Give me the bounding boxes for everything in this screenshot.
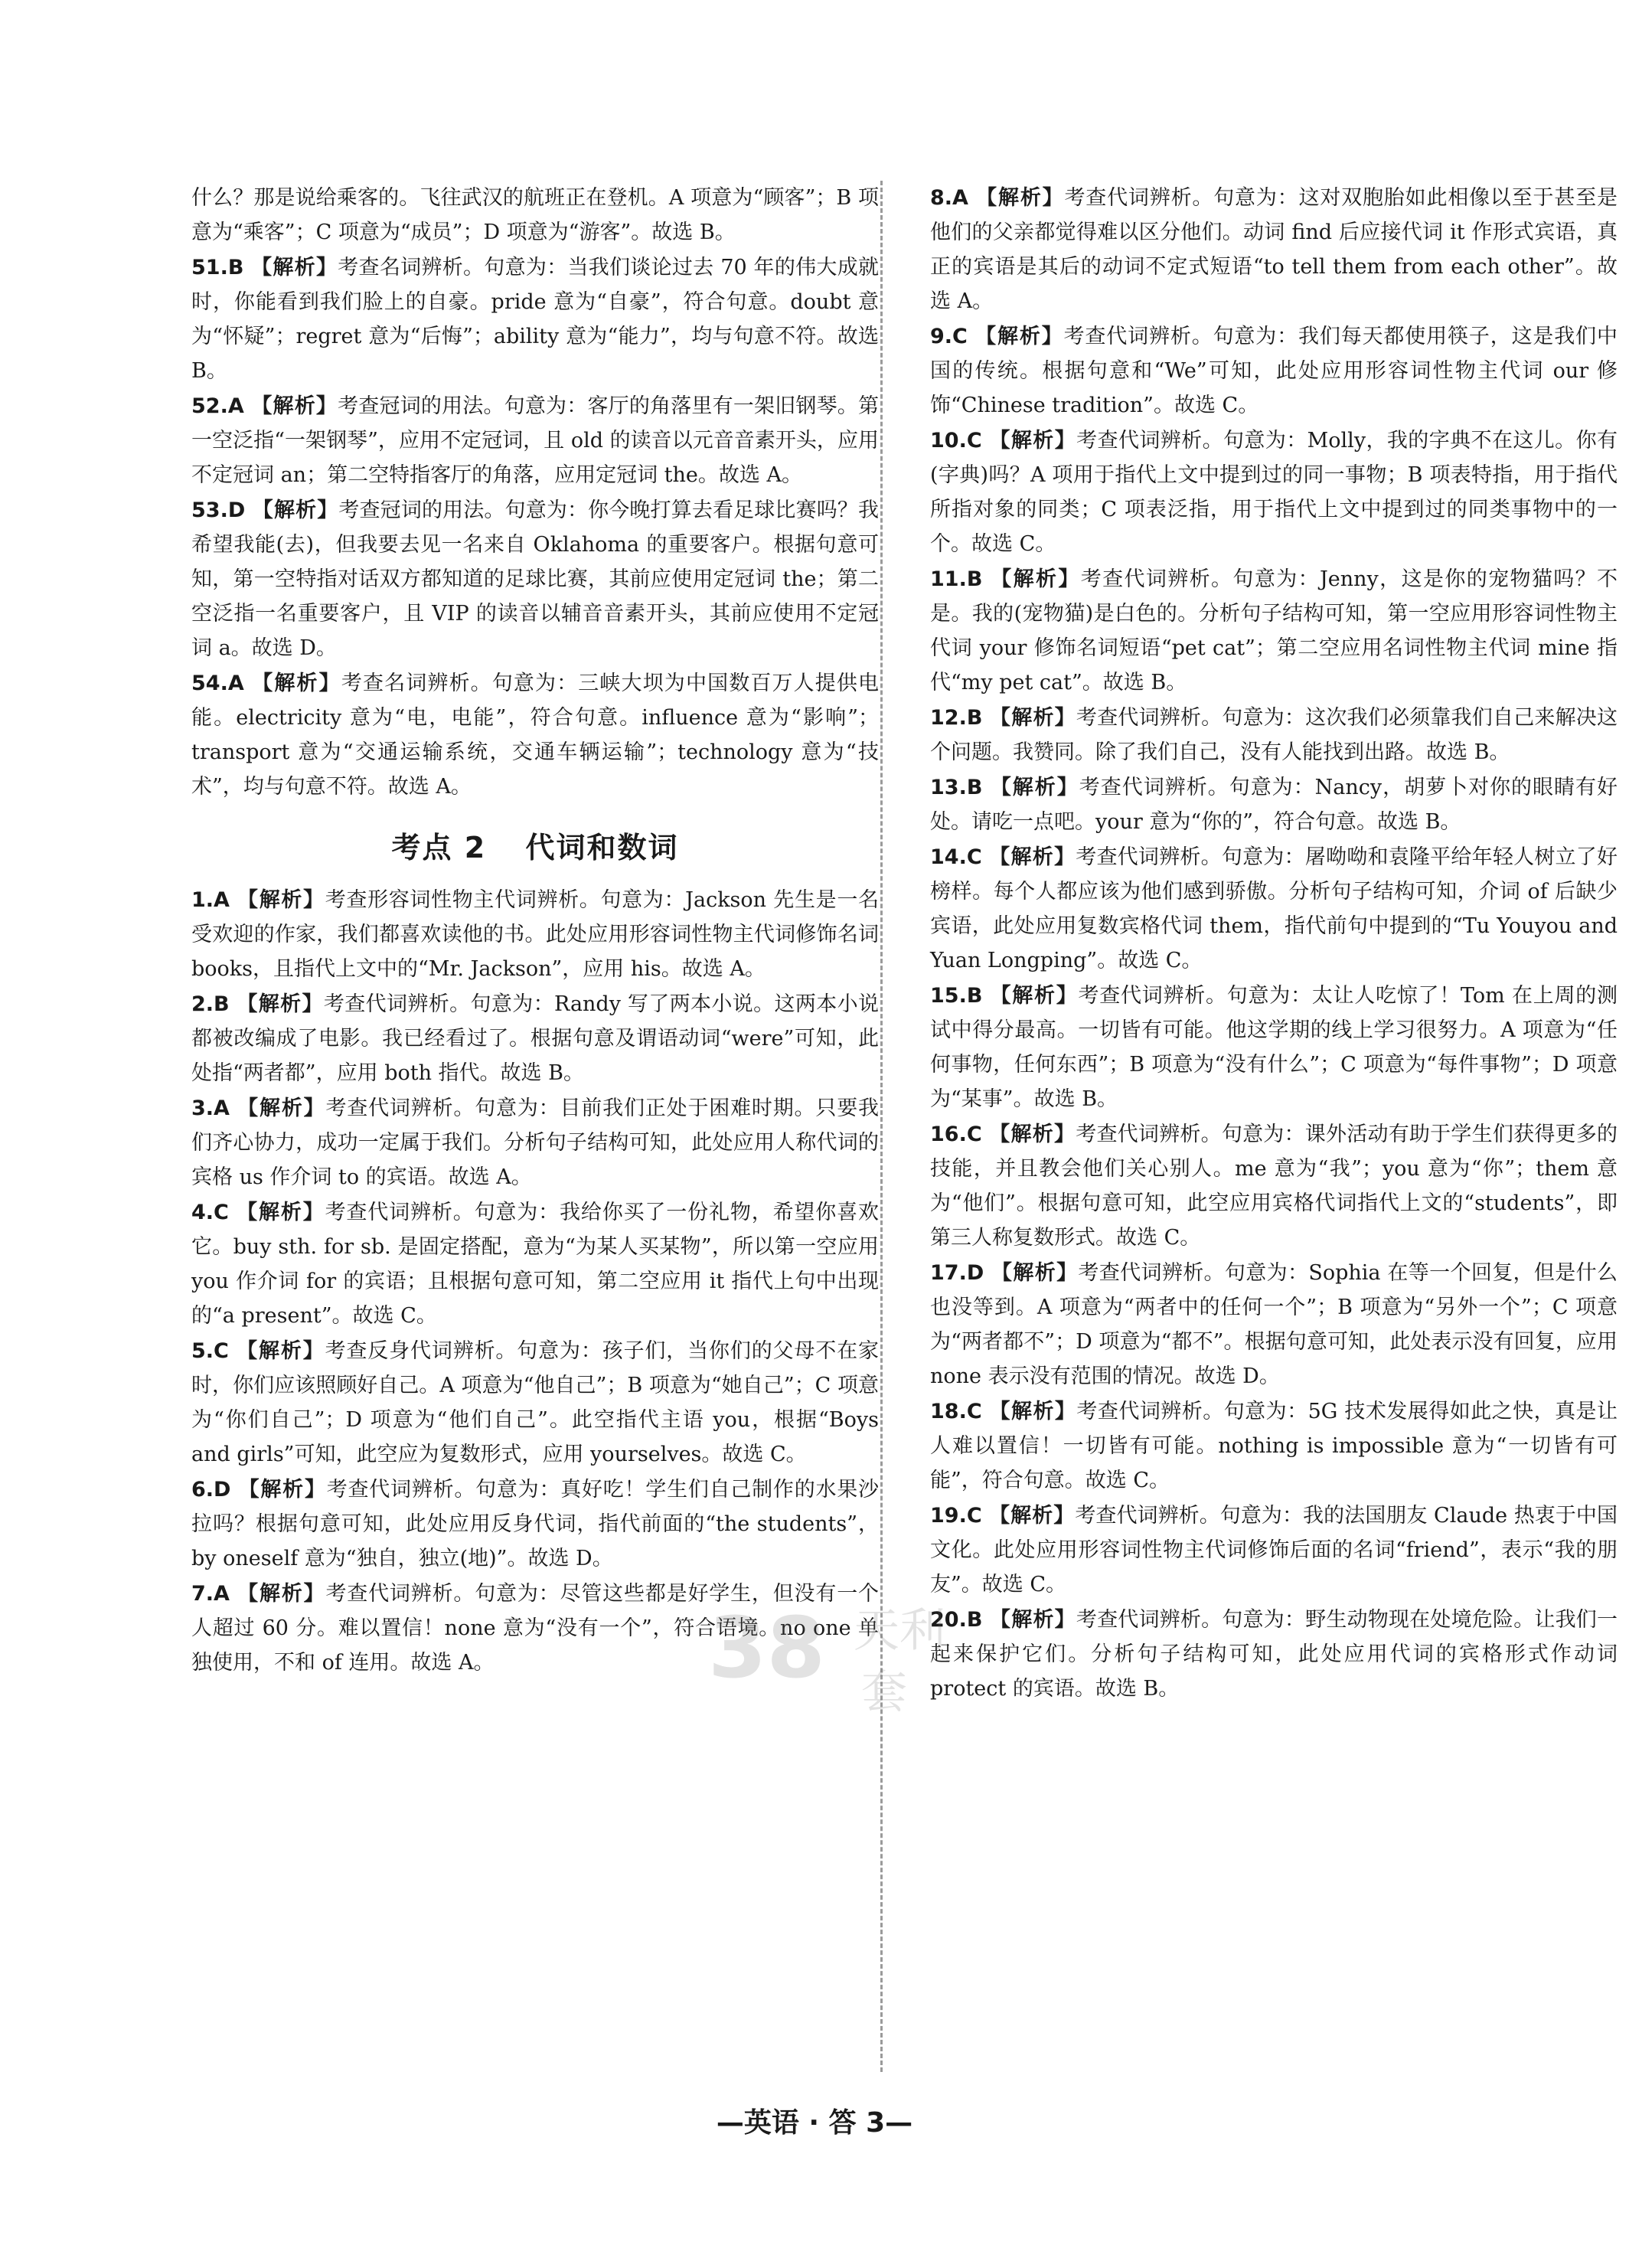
- analysis-tag: 【解析】: [976, 186, 1065, 210]
- analysis-tag: 【解析】: [989, 429, 1077, 453]
- answer-text: 考查代词辨析。句意为：5G 技术发展得如此之快，真是让人难以置信！一切皆有可能。nothing is impossible 意为“一切皆有可能”，符合句意。故选 C。: [930, 1400, 1618, 1492]
- answer-text: 考查反身代词辨析。句意为：孩子们，当你们的父母不在家时，你们应该照顾好自己。A 项意为“他自己”；B 项意为“她自己”；C 项意为“你们自己”；D 项意为“他们自己”。此空指代主语 you，根据“Boys and girls”可知，此空应为复数形式，应用 yourselves。故选 C。: [191, 1339, 880, 1466]
- answer-entry: [191, 1472, 879, 1576]
- answer-text: 考查代词辨析。句意为：野生动物现在处境危险。让我们一起来保护它们。分析句子结构可知，此处应用代词的宾格形式作动词 protect 的宾语。故选 B。: [930, 1608, 1618, 1701]
- analysis-tag: 【解析】: [990, 706, 1076, 730]
- answer-text: 考查代词辨析。句意为：Jenny，这是你的宠物猫吗？不是。我的(宠物猫)是白色的。分析句子结构可知，第一空应用形容词性物主代词 your 修饰名词短语“pet cat”；第二空应用名词性物主代词 mine 指代“my pet cat”。故选 B。: [930, 567, 1618, 694]
- answer-text: 考查代词辨析。句意为：太让人吃惊了！Tom 在上周的测试中得分最高。一切皆有可能。他这学期的线上学习很努力。A 项意为“任何事物，任何东西”；B 项意为“没有什么”；C 项意为“每件事物”；D 项意为“某事”。故选 B。: [930, 984, 1618, 1111]
- analysis-tag: 【解析】: [989, 1123, 1076, 1146]
- analysis-tag: 【解析】: [252, 672, 341, 695]
- analysis-tag: 【解析】: [237, 1582, 326, 1606]
- answer-text: 考查代词辨析。句意为：目前我们正处于困难时期。只要我们齐心协力，成功一定属于我们。分析句子结构可知，此处应用人称代词的宾格 us 作介词 to 的宾语。故选 A。: [191, 1096, 880, 1189]
- answer-text: 考查代词辨析。句意为：我的法国朋友 Claude 热衷于中国文化。此处应用形容词性物主代词修饰后面的名词“friend”，表示“我的朋友”。故选 C。: [930, 1504, 1618, 1596]
- answer-number: 8.A: [930, 186, 977, 210]
- analysis-tag: 【解析】: [989, 845, 1076, 869]
- analysis-tag: 【解析】: [990, 776, 1079, 799]
- answer-text: 考查冠词的用法。句意为：客厅的角落里有一架旧钢琴。第一空泛指“一架钢琴”，应用不定冠词，且 old 的读音以元音音素开头，应用不定冠词 an；第二空特指客厅的角落，应用定冠词 the。故选 A。: [191, 394, 879, 487]
- analysis-tag: 【解析】: [238, 1478, 327, 1502]
- right-column: [930, 181, 1618, 1707]
- answer-number: 54.A: [191, 672, 253, 695]
- section-title: [191, 824, 879, 866]
- answer-entry: [191, 666, 879, 804]
- answer-number: 17.D: [930, 1261, 991, 1285]
- answer-number: 9.C: [930, 325, 976, 348]
- answer-entry: [191, 181, 879, 250]
- answer-text: 什么？那是说给乘客的。飞往武汉的航班正在登机。A 项意为“顾客”；B 项意为“乘客”；C 项意为“成员”；D 项意为“游客”。故选 B。: [191, 186, 879, 244]
- answer-number: 18.C: [930, 1400, 990, 1423]
- answer-entry: [930, 1117, 1618, 1255]
- answer-text: 考查代词辨析。句意为：真好吃！学生们自己制作的水果沙拉吗？根据句意可知，此处应用反身代词，指代前面的“the students”，by oneself 意为“独自，独立(地)”。故选 D。: [191, 1478, 880, 1570]
- answer-number: 13.B: [930, 776, 991, 799]
- answer-number: 16.C: [930, 1123, 990, 1146]
- analysis-tag: 【解析】: [237, 1096, 326, 1120]
- left-entries-top: [191, 181, 879, 804]
- answer-entry: [930, 840, 1618, 978]
- answer-number: 4.C: [191, 1201, 237, 1224]
- answer-number: 12.B: [930, 706, 991, 730]
- answer-entry: [191, 250, 879, 388]
- analysis-tag: 【解析】: [252, 498, 339, 522]
- answer-entry: [930, 979, 1618, 1116]
- answer-entry: [930, 319, 1618, 423]
- answer-entry: [930, 562, 1618, 700]
- answer-number: 11.B: [930, 567, 991, 591]
- answer-number: 19.C: [930, 1504, 990, 1528]
- left-entries-bottom: [191, 883, 879, 1680]
- answer-number: 5.C: [191, 1339, 237, 1363]
- answer-entry: [930, 1498, 1618, 1602]
- answer-text: 考查代词辨析。句意为：Nancy，胡萝卜对你的眼睛有好处。请吃一点吧。your 意为“你的”，符合句意。故选 B。: [930, 776, 1618, 834]
- answer-entry: [191, 1334, 879, 1472]
- answer-number: 52.A: [191, 394, 252, 418]
- answer-number: 3.A: [191, 1096, 238, 1120]
- answer-entry: [191, 1091, 879, 1194]
- answer-text: 考查名词辨析。句意为：三峡大坝为中国数百万人提供电能。electricity 意为“电，电能”，符合句意。influence 意为“影响”；transport 意为“交通运输系统，交通车辆运输”；technology 意为“技术”，均与句意不符。故选 A。: [191, 672, 880, 799]
- svg-text:38: 38: [708, 1599, 826, 1697]
- answer-text: 考查代词辨析。句意为：这次我们必须靠我们自己来解决这个问题。我赞同。除了我们自己，没有人能找到出路。故选 B。: [930, 706, 1618, 764]
- answer-text: 考查名词辨析。句意为：当我们谈论过去 70 年的伟大成就时，你能看到我们脸上的自豪。pride 意为“自豪”，符合句意。doubt 意为“怀疑”；regret 意为“后悔”；ability 意为“能力”，均与句意不符。故选 B。: [191, 256, 879, 383]
- answer-number: 2.B: [191, 992, 237, 1016]
- answer-entry: [930, 1394, 1618, 1498]
- answer-number: 51.B: [191, 256, 252, 279]
- analysis-tag: 【解析】: [991, 567, 1081, 591]
- analysis-tag: 【解析】: [237, 1339, 325, 1363]
- answer-entry: [930, 1603, 1618, 1706]
- analysis-tag: 【解析】: [251, 256, 338, 279]
- section-heading: 代词和数词: [525, 831, 679, 864]
- answer-number: 7.A: [191, 1582, 238, 1606]
- answer-text: 考查代词辨析。句意为：屠呦呦和袁隆平给年轻人树立了好榜样。每个人都应该为他们感到骄傲。分析句子结构可知，介词 of 后缺少宾语，此处应用复数宾格代词 them，指代前句中提到的“Tu Youyou and Yuan Longping”。故选 C。: [930, 845, 1618, 972]
- answer-entry: [930, 770, 1618, 839]
- answer-text: 考查代词辨析。句意为：这对双胞胎如此相像以至于甚至是他们的父亲都觉得难以区分他们。动词 find 后应接代词 it 作形式宾语，真正的宾语是其后的动词不定式短语“to tell them from each other”。故选 A。: [930, 186, 1618, 313]
- answer-entry: [191, 493, 879, 665]
- answer-entry: [930, 423, 1618, 561]
- right-entries: [930, 181, 1618, 1706]
- analysis-tag: 【解析】: [989, 1504, 1076, 1528]
- answer-entry: [191, 883, 879, 986]
- section-label: 考点 2: [391, 831, 487, 864]
- svg-text:套: 套: [861, 1665, 907, 1719]
- answer-entry: [191, 1577, 879, 1680]
- answer-number: 53.D: [191, 498, 253, 522]
- answer-number: 6.D: [191, 1478, 239, 1502]
- page-footer: —英语 · 答 3—: [716, 2107, 913, 2139]
- answer-number: 15.B: [930, 984, 991, 1008]
- answer-text: 考查形容词性物主代词辨析。句意为：Jackson 先生是一名受欢迎的作家，我们都喜欢读他的书。此处应用形容词性物主代词修饰名词 books，且指代上文中的“Mr. Jackson”，应用 his。故选 A。: [191, 888, 879, 981]
- analysis-tag: 【解析】: [991, 1261, 1079, 1285]
- analysis-tag: 【解析】: [975, 325, 1064, 348]
- answer-entry: [191, 1195, 879, 1333]
- analysis-tag: 【解析】: [990, 984, 1079, 1008]
- answer-number: 20.B: [930, 1608, 991, 1632]
- column-divider: [880, 181, 883, 2072]
- answer-entry: [930, 701, 1618, 770]
- answer-number: 10.C: [930, 429, 990, 453]
- answer-entry: [930, 1256, 1618, 1394]
- answer-text: 考查代词辨析。句意为：课外活动有助于学生们获得更多的技能，并且教会他们关心别人。me 意为“我”；you 意为“你”；them 意为“他们”。根据句意可知，此空应用宾格代词指代上文的“students”，即第三人称复数形式。故选 C。: [930, 1123, 1618, 1250]
- left-column: [191, 181, 879, 1681]
- analysis-tag: 【解析】: [237, 1201, 325, 1224]
- svg-text:天利: 天利: [854, 1604, 945, 1658]
- analysis-tag: 【解析】: [990, 1608, 1076, 1632]
- answer-number: 1.A: [191, 888, 238, 912]
- answer-text: 考查代词辨析。句意为：Molly，我的字典不在这儿。你有(字典)吗？A 项用于指代上文中提到过的同一事物；B 项表特指，用于指代所指对象的同类；C 项表泛指，用于指代上文中提到过的同类事物中的一个。故选 C。: [930, 429, 1618, 556]
- answer-text: 考查代词辨析。句意为：我们每天都使用筷子，这是我们中国的传统。根据句意和“We”可知，此处应用形容词性物主代词 our 修饰“Chinese tradition”。故选 C。: [930, 325, 1618, 417]
- analysis-tag: 【解析】: [237, 888, 325, 912]
- answer-entry: [191, 987, 879, 1090]
- analysis-tag: 【解析】: [251, 394, 338, 418]
- answer-text: 考查代词辨析。句意为：尽管这些都是好学生，但没有一个人超过 60 分。难以置信！none 意为“没有一个”，符合语境。no one 单独使用，不和 of 连用。故选 A。: [191, 1582, 880, 1675]
- answer-entry: [930, 181, 1618, 319]
- answer-text: 考查代词辨析。句意为：我给你买了一份礼物，希望你喜欢它。buy sth. for sb. 是固定搭配，意为“为某人买某物”，所以第一空应用 you 作介词 for 的宾语；且根据句意可知，第二空应用 it 指代上句中出现的“a present”。故选 C。: [191, 1201, 880, 1328]
- answer-text: 考查代词辨析。句意为：Sophia 在等一个回复，但是什么也没等到。A 项意为“两者中的任何一个”；B 项意为“另外一个”；C 项意为“两者都不”；D 项意为“都不”。根据句意可知，此处表示没有回复，应用 none 表示没有范围的情况。故选 D。: [930, 1261, 1618, 1388]
- analysis-tag: 【解析】: [237, 992, 324, 1016]
- answer-text: 考查代词辨析。句意为：Randy 写了两本小说。这两本小说都被改编成了电影。我已经看过了。根据句意及谓语动词“were”可知，此处指“两者都”，应用 both 指代。故选 B。: [191, 992, 880, 1085]
- answer-text: 考查冠词的用法。句意为：你今晚打算去看足球比赛吗？我希望我能(去)，但我要去见一名来自 Oklahoma 的重要客户。根据句意可知，第一空特指对话双方都知道的足球比赛，其前应使用定冠词 the；第二空泛指一名重要客户，且 VIP 的读音以辅音音素开头，其前应使用不定冠词 a。故选 D。: [191, 498, 880, 660]
- answer-number: 14.C: [930, 845, 990, 869]
- answer-entry: [191, 389, 879, 492]
- analysis-tag: 【解析】: [989, 1400, 1077, 1423]
